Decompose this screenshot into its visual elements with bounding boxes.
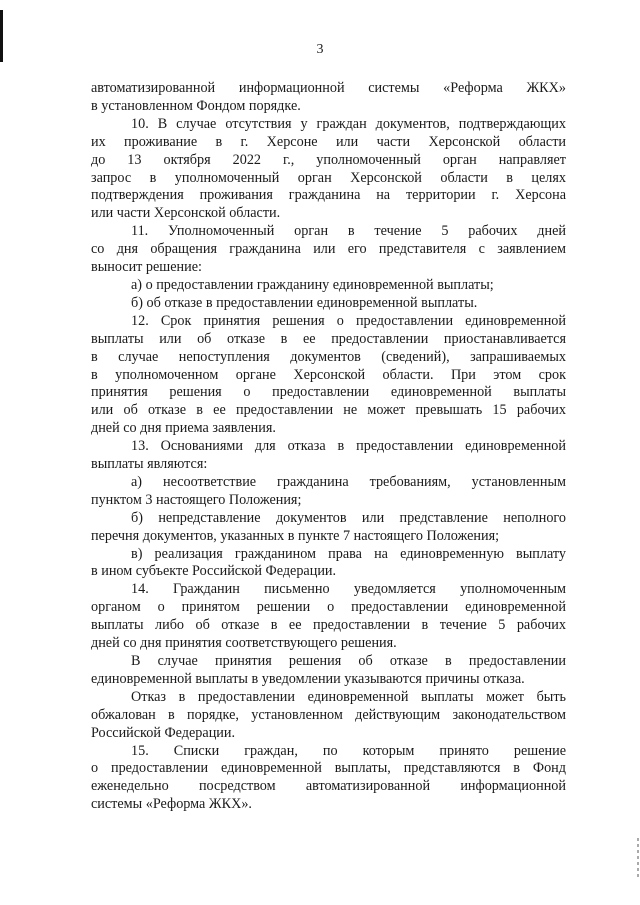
text-line: 10. В случае отсутствия у граждан документов, подтверждающих [131,115,566,132]
text-line: 15. Списки граждан, по которым принято решение [131,742,566,759]
text-line: еженедельно посредством автоматизированной информационной [91,778,566,795]
text-line: в ином субъекте Российской Федерации. [91,563,337,580]
text-line: В случае принятия решения об отказе в предоставлении [131,653,566,669]
text-line: о предоставлении единовременной выплаты, представляются в Фонд [91,760,566,777]
text-line: в) реализация гражданином права на единовременную выплату [131,545,566,562]
text-line: выносит решение: [91,259,202,276]
text-line: запрос в уполномоченный орган Херсонской области в целях [91,169,566,186]
text-line: Российской Федерации. [91,724,236,741]
text-line: 14. Гражданин письменно уведомляется уполномоченным [131,581,566,598]
text-line: в случае непоступления документов (сведений), запрашиваемых [91,348,566,365]
text-line: автоматизированной информационной системы «Реформа ЖКХ» [91,80,566,96]
text-line: в установленном Фондом порядке. [91,97,301,114]
text-line: выплаты являются: [91,456,208,473]
text-line: 12. Срок принятия решения о предоставлении единовременной [131,312,566,329]
text-line: обжалован в порядке, установленном действующим законодательством [91,706,566,723]
text-line: дней со дня приема заявления. [91,420,276,437]
text-line: единовременной выплаты в уведомлении указываются причины отказа. [91,670,525,687]
text-line: или об отказе в ее предоставлении не может превышать 15 рабочих [91,402,566,419]
text-line: 11. Уполномоченный орган в течение 5 рабочих дней [131,223,566,240]
text-line: принятия решения о предоставлении единовременной выплаты [91,384,566,401]
text-line: подтверждения проживания гражданина на территории г. Херсона [91,187,566,204]
text-line: б) непредставление документов или представление неполного [131,509,566,526]
text-line: до 13 октября 2022 г., уполномоченный орган направляет [91,151,566,168]
scan-edge-mark-right [637,838,639,878]
text-line: выплаты или об отказе в ее предоставлении приостанавливается [91,330,566,347]
text-line: органом о принятом решении о предоставлении единовременной [91,599,566,616]
document-body [91,80,566,814]
page-number: 3 [316,42,324,57]
text-line: или части Херсонской области. [91,205,281,222]
text-line: Отказ в предоставлении единовременной выплаты может быть [131,688,566,705]
text-line: перечня документов, указанных в пункте 7 настоящего Положения; [91,527,500,544]
text-line: 13. Основаниями для отказа в предоставлении единовременной [131,438,566,455]
text-line: со дня обращения гражданина или его представителя с заявлением [91,241,566,258]
text-line: пунктом 3 настоящего Положения; [91,491,302,508]
text-line: а) о предоставлении гражданину единовременной выплаты; [131,276,494,293]
text-line: а) несоответствие гражданина требованиям, установленным [131,473,566,490]
text-line: выплаты либо об отказе в ее предоставлении в течение 5 рабочих [91,617,566,634]
text-line: в уполномоченном органе Херсонской области. При этом срок [91,366,566,383]
text-line: дней со дня принятия соответствующего решения. [91,635,397,652]
text-line: системы «Реформа ЖКХ». [91,796,252,813]
text-line: их проживание в г. Херсоне или части Херсонской области [91,133,566,150]
text-line: б) об отказе в предоставлении единовременной выплаты. [131,294,478,311]
